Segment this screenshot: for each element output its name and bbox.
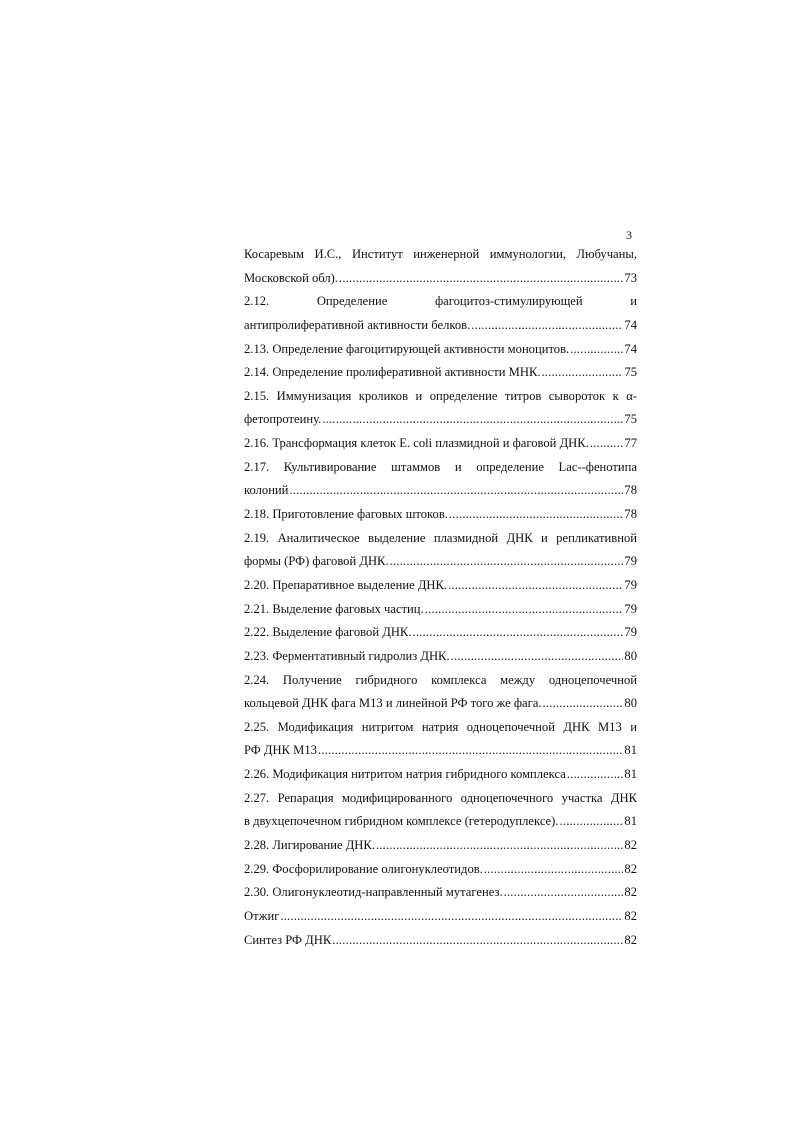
toc-line [244, 645, 637, 669]
toc-page-number: 74 [624, 341, 637, 356]
toc-entry-title: 2.26. Модификация нитритом натрия гибридного комплекса [244, 767, 566, 782]
toc-entry-title: 2.18. Приготовление фаговых штоков. [244, 507, 448, 522]
toc-line [244, 267, 637, 291]
toc-page-number: 77 [624, 436, 637, 451]
toc-entry-title: кольцевой ДНК фага М13 и линейной РФ того же фага. [244, 696, 542, 711]
toc-entry-title: 2.30. Олигонуклеотид-направленный мутагенез. [244, 885, 503, 900]
toc-line: 2.24. Получение гибридного комплекса между одноцепочечной [244, 672, 637, 687]
toc-line [244, 408, 637, 432]
dot-leader [560, 810, 624, 834]
dot-leader [449, 503, 623, 527]
dot-leader [332, 929, 623, 953]
dot-leader [322, 408, 623, 432]
dot-leader [567, 763, 624, 787]
toc-entry-title: 2.29. Фосфорилирование олигонуклеотидов. [244, 861, 483, 876]
toc-entry-title: антипролиферативной активности белков. [244, 317, 471, 332]
dot-leader [289, 479, 623, 503]
toc-entry-title: Московской обл). [244, 270, 339, 285]
toc-page-number: 80 [624, 648, 637, 663]
toc-entry-title: Синтез РФ ДНК [244, 932, 332, 947]
toc-page-number: 81 [624, 814, 637, 829]
toc-entry-title: 2.20. Препаративное выделение ДНК. [244, 577, 448, 592]
toc-line: 2.12. Определение фагоцитоз-стимулирующей и [244, 294, 637, 309]
dot-leader [448, 574, 623, 598]
toc-line [244, 739, 637, 763]
toc-entry-title: Отжиг [244, 908, 280, 923]
dot-leader [339, 267, 623, 291]
toc-line [244, 692, 637, 716]
dot-leader [280, 905, 623, 929]
toc-line [244, 858, 637, 882]
toc-page-number: 82 [624, 861, 637, 876]
dot-leader [504, 881, 624, 905]
toc-line [244, 598, 637, 622]
toc-line: 2.17. Культивирование штаммов и определение Lac--фенотипа [244, 459, 637, 474]
dot-leader [543, 692, 624, 716]
toc-entry-title: в двухцепочечном гибридном комплексе (гетеродуплексе). [244, 814, 559, 829]
toc-line [244, 834, 637, 858]
toc-page-number: 82 [624, 932, 637, 947]
page-number: 3 [626, 228, 632, 242]
toc-line [244, 810, 637, 834]
toc-entry-title: 2.28. Лигирование ДНК. [244, 838, 375, 853]
dot-leader [484, 858, 624, 882]
toc-entry-title: 2.23. Ферментативный гидролиз ДНК. [244, 648, 450, 663]
toc-entry-title: 2.21. Выделение фаговых частиц. [244, 601, 424, 616]
dot-leader [412, 621, 623, 645]
toc-line [244, 550, 637, 574]
toc-page-number: 75 [624, 365, 637, 380]
toc-entry-title: 2.16. Трансформация клеток E. coli плазмидной и фаговой ДНК. [244, 436, 589, 451]
toc-page-number: 82 [624, 908, 637, 923]
toc-line [244, 763, 637, 787]
toc-line [244, 503, 637, 527]
toc-page-number: 73 [624, 270, 637, 285]
toc-entry-title: 2.13. Определение фагоцитирующей активности моноцитов. [244, 341, 570, 356]
dot-leader [471, 314, 623, 338]
toc-page-number: 78 [624, 507, 637, 522]
toc-entry-title: 2.14. Определение пролиферативной активности МНК. [244, 365, 541, 380]
toc-page-number: 79 [624, 625, 637, 640]
toc-line [244, 314, 637, 338]
toc-line [244, 361, 637, 385]
toc-entry-title: РФ ДНК М13 [244, 743, 317, 758]
toc-page-number: 75 [624, 412, 637, 427]
dot-leader [376, 834, 623, 858]
toc-page-number: 78 [624, 483, 637, 498]
toc-line [244, 929, 637, 953]
toc-page-number: 79 [624, 577, 637, 592]
toc-line: 2.19. Аналитическое выделение плазмидной ДНК и репликативной [244, 530, 637, 545]
toc-line [244, 574, 637, 598]
toc-line [244, 621, 637, 645]
dot-leader [390, 550, 624, 574]
toc-line: 2.25. Модификация нитритом натрия одноцепочечной ДНК М13 и [244, 719, 637, 734]
toc-entry-title: колоний [244, 483, 289, 498]
dot-leader [590, 432, 624, 456]
toc-page-number: 82 [624, 885, 637, 900]
dot-leader [570, 338, 623, 362]
toc-page-number: 81 [624, 767, 637, 782]
toc-page-number: 79 [624, 554, 637, 569]
toc-line [244, 905, 637, 929]
toc-line [244, 338, 637, 362]
dot-leader [425, 598, 624, 622]
toc-entry-title: фетопротеину. [244, 412, 322, 427]
toc-page-number: 74 [624, 317, 637, 332]
toc-line [244, 479, 637, 503]
dot-leader [318, 739, 623, 763]
toc-line: Косаревым И.С., Институт инженерной иммунологии, Любучаны, [244, 247, 637, 261]
toc-page-number: 80 [624, 696, 637, 711]
toc-entry-title: формы (РФ) фаговой ДНК. [244, 554, 389, 569]
dot-leader [542, 361, 624, 385]
toc-line [244, 881, 637, 905]
toc-line: 2.15. Иммунизация кроликов и определение титров сывороток к α- [244, 388, 637, 403]
table-of-contents [244, 243, 637, 952]
toc-page-number: 79 [624, 601, 637, 616]
toc-page-number: 82 [624, 838, 637, 853]
toc-line: 2.27. Репарация модифицированного одноцепочечного участка ДНК [244, 790, 637, 805]
toc-line [244, 432, 637, 456]
toc-page-number: 81 [624, 743, 637, 758]
toc-entry-title: 2.22. Выделение фаговой ДНК. [244, 625, 412, 640]
dot-leader [451, 645, 624, 669]
